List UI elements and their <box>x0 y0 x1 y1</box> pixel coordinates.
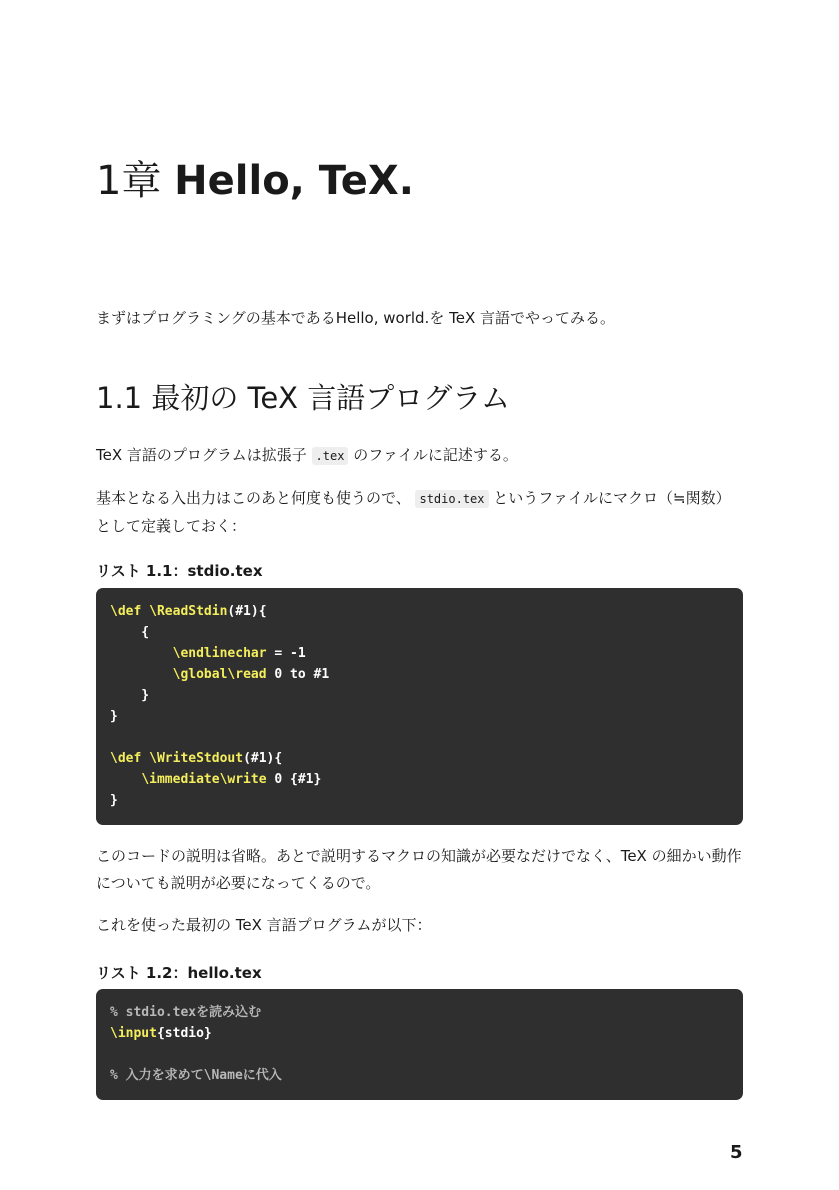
code-text: { <box>110 625 150 640</box>
code-line <box>110 643 729 664</box>
code-text <box>110 772 141 787</box>
listing-caption: リスト 1.2：hello.tex <box>96 964 262 982</box>
code-line <box>110 601 729 622</box>
code-text: {stdio} <box>156 1026 212 1041</box>
code-keyword: \global\read <box>172 667 267 682</box>
paragraph-hello-intro: これを使った最初の TeX 言語プログラムが以下： <box>96 916 432 934</box>
code-line <box>110 769 729 790</box>
chapter-number: 1章 <box>96 158 162 204</box>
code-text: } <box>110 793 118 808</box>
text: というファイルにマクロ（≒関数）として定義しておく： <box>96 489 731 535</box>
inline-code: stdio.tex <box>415 490 488 508</box>
code-line <box>110 1002 729 1023</box>
paragraph-explanation: このコードの説明は省略。あとで説明するマクロの知識が必要なだけでなく、TeX の細かい動作についても説明が必要になってくるので。 <box>96 847 742 892</box>
code-keyword: \def \WriteStdout <box>110 751 244 766</box>
listing-caption: リスト 1.1：stdio.tex <box>96 562 263 580</box>
code-block-stdio <box>96 588 743 825</box>
code-text: 0 {#1} <box>266 772 322 787</box>
section-title: 1.1 最初の TeX 言語プログラム <box>96 381 510 415</box>
paragraph-extension <box>96 442 743 470</box>
code-line <box>110 790 729 811</box>
code-text: } <box>110 709 118 724</box>
text: 基本となる入出力はこのあと何度も使うので、 <box>96 489 416 507</box>
code-keyword: \def \ReadStdin <box>110 604 228 619</box>
code-line <box>110 1023 729 1044</box>
code-line <box>110 622 729 643</box>
text: のファイルに記述する。 <box>348 446 518 464</box>
code-keyword: \endlinechar <box>172 646 267 661</box>
inline-code: .tex <box>312 447 349 465</box>
paragraph-stdio <box>96 485 743 540</box>
code-line <box>110 706 729 727</box>
code-text: (#1){ <box>227 604 267 619</box>
code-comment: % stdio.texを読み込む <box>110 1005 262 1020</box>
code-text: (#1){ <box>243 751 283 766</box>
intro-paragraph: まずはプログラミングの基本であるHello, world.を TeX 言語でやってみる。 <box>96 309 615 327</box>
code-keyword: \immediate\write <box>141 772 267 787</box>
code-comment: % 入力を求めて\Nameに代入 <box>110 1068 282 1083</box>
code-text: } <box>110 688 150 703</box>
page-number: 5 <box>730 1142 743 1163</box>
chapter-name: Hello, TeX. <box>174 158 414 204</box>
code-line <box>110 685 729 706</box>
code-block-hello <box>96 989 743 1100</box>
chapter-title <box>96 155 414 207</box>
code-line <box>110 1065 729 1086</box>
code-line <box>110 748 729 769</box>
code-text: 0 to #1 <box>266 667 330 682</box>
code-line <box>110 1044 729 1065</box>
code-text <box>110 646 173 661</box>
code-line <box>110 664 729 685</box>
code-text: = -1 <box>266 646 306 661</box>
code-keyword: \input <box>110 1026 157 1041</box>
text: TeX 言語のプログラムは拡張子 <box>96 446 312 464</box>
code-text <box>110 667 173 682</box>
code-line <box>110 727 729 748</box>
